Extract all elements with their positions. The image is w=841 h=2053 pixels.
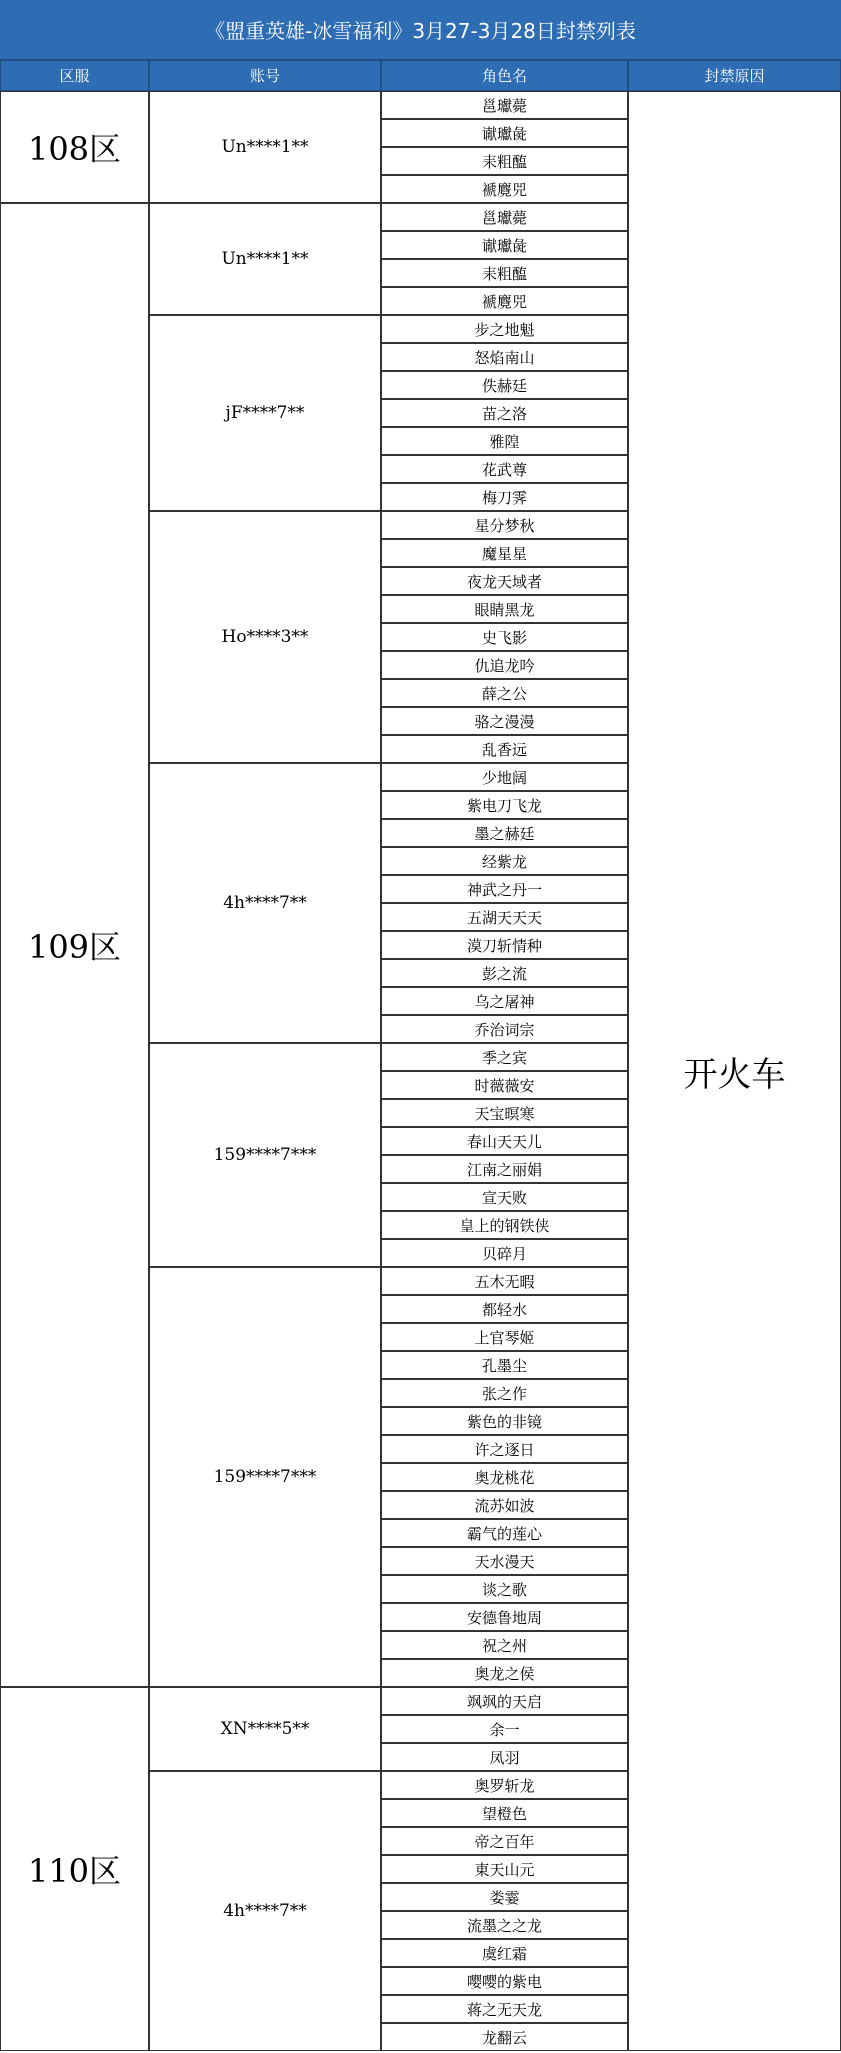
character-name-cell: 梅刀霁 <box>381 483 628 511</box>
character-name-cell: 彭之流 <box>381 959 628 987</box>
character-name-cell: 都轻水 <box>381 1295 628 1323</box>
character-name-cell: 虞红霜 <box>381 1939 628 1967</box>
account-cell: 159****7*** <box>149 1267 381 1687</box>
character-name-cell: 天宝暝寒 <box>381 1099 628 1127</box>
zone-cell: 109区 <box>0 203 149 1687</box>
character-name-cell: 五木无暇 <box>381 1267 628 1295</box>
character-name-cell: 孔墨尘 <box>381 1351 628 1379</box>
character-name-cell: 五湖天天天 <box>381 903 628 931</box>
character-name-cell: 江南之丽娟 <box>381 1155 628 1183</box>
character-name-cell: 眼睛黑龙 <box>381 595 628 623</box>
character-name-cell: 褫麑兕 <box>381 287 628 315</box>
character-name-cell: 娄霎 <box>381 1883 628 1911</box>
character-name-cell: 张之作 <box>381 1379 628 1407</box>
character-name-cell: 春山天天儿 <box>381 1127 628 1155</box>
account-cell: 4h****7** <box>149 1771 381 2051</box>
character-name-cell: 贝碎月 <box>381 1239 628 1267</box>
character-name-cell: 蒋之无天龙 <box>381 1995 628 2023</box>
account-cell: XN****5** <box>149 1687 381 1771</box>
character-name-cell: 仇追龙吟 <box>381 651 628 679</box>
character-name-cell: 薛之公 <box>381 679 628 707</box>
account-cell: Un****1** <box>149 203 381 315</box>
account-cell: jF****7** <box>149 315 381 511</box>
sheet-title: 《盟重英雄-冰雪福利》3月27-3月28日封禁列表 <box>0 0 841 60</box>
character-name-cell: 乱香远 <box>381 735 628 763</box>
character-name-cell: 史飞影 <box>381 623 628 651</box>
account-cell: 4h****7** <box>149 763 381 1043</box>
character-name-cell: 佚赫廷 <box>381 371 628 399</box>
header-account: 账号 <box>149 60 381 91</box>
character-name-cell: 褫麑兕 <box>381 175 628 203</box>
character-name-cell: 帝之百年 <box>381 1827 628 1855</box>
ban-reason-cell: 开火车 <box>628 91 841 2051</box>
account-cell: Un****1** <box>149 91 381 203</box>
character-name-cell: 怒焰南山 <box>381 343 628 371</box>
character-name-cell: 耒粗醢 <box>381 147 628 175</box>
character-name-cell: 漠刀斩情种 <box>381 931 628 959</box>
character-name-cell: 安德鲁地周 <box>381 1603 628 1631</box>
character-name-cell: 苗之洛 <box>381 399 628 427</box>
character-name-cell: 上官琴姬 <box>381 1323 628 1351</box>
character-name-cell: 流苏如波 <box>381 1491 628 1519</box>
character-name-cell: 東天山元 <box>381 1855 628 1883</box>
character-name-cell: 季之宾 <box>381 1043 628 1071</box>
character-name-cell: 谈之歌 <box>381 1575 628 1603</box>
character-name-cell: 邕瓛薨 <box>381 91 628 119</box>
character-name-cell: 夜龙天域者 <box>381 567 628 595</box>
character-name-cell: 乔治词宗 <box>381 1015 628 1043</box>
character-name-cell: 紫电刀飞龙 <box>381 791 628 819</box>
character-name-cell: 谳瓛彘 <box>381 231 628 259</box>
character-name-cell: 宣天败 <box>381 1183 628 1211</box>
character-name-cell: 星分梦秋 <box>381 511 628 539</box>
character-name-cell: 凤羽 <box>381 1743 628 1771</box>
character-name-cell: 步之地魁 <box>381 315 628 343</box>
character-name-cell: 骆之漫漫 <box>381 707 628 735</box>
character-name-cell: 奥罗斩龙 <box>381 1771 628 1799</box>
account-cell: 159****7*** <box>149 1043 381 1267</box>
character-name-cell: 飒飒的天启 <box>381 1687 628 1715</box>
character-name-cell: 魔星星 <box>381 539 628 567</box>
character-name-cell: 龙翻云 <box>381 2023 628 2051</box>
character-name-cell: 霸气的莲心 <box>381 1519 628 1547</box>
character-name-cell: 时薇薇安 <box>381 1071 628 1099</box>
character-name-cell: 奥龙桃花 <box>381 1463 628 1491</box>
character-name-cell: 流墨之之龙 <box>381 1911 628 1939</box>
character-name-cell: 天水漫天 <box>381 1547 628 1575</box>
character-name-cell: 紫色的非镜 <box>381 1407 628 1435</box>
character-name-cell: 经紫龙 <box>381 847 628 875</box>
character-name-cell: 雅隍 <box>381 427 628 455</box>
character-name-cell: 皇上的钢铁侠 <box>381 1211 628 1239</box>
header-character: 角色名 <box>381 60 628 91</box>
header-zone: 区服 <box>0 60 149 91</box>
character-name-cell: 耒粗醢 <box>381 259 628 287</box>
character-name-cell: 邕瓛薨 <box>381 203 628 231</box>
character-name-cell: 乌之屠神 <box>381 987 628 1015</box>
character-name-cell: 许之逐日 <box>381 1435 628 1463</box>
character-name-cell: 花武尊 <box>381 455 628 483</box>
character-name-cell: 墨之赫廷 <box>381 819 628 847</box>
character-name-cell: 余一 <box>381 1715 628 1743</box>
header-reason: 封禁原因 <box>628 60 841 91</box>
zone-cell: 110区 <box>0 1687 149 2051</box>
character-name-cell: 祝之州 <box>381 1631 628 1659</box>
character-name-cell: 谳瓛彘 <box>381 119 628 147</box>
character-name-cell: 少地阔 <box>381 763 628 791</box>
character-name-cell: 神武之丹一 <box>381 875 628 903</box>
character-name-cell: 望橙色 <box>381 1799 628 1827</box>
character-name-cell: 奥龙之侯 <box>381 1659 628 1687</box>
account-cell: Ho****3** <box>149 511 381 763</box>
character-name-cell: 嘤嘤的紫电 <box>381 1967 628 1995</box>
zone-cell: 108区 <box>0 91 149 203</box>
